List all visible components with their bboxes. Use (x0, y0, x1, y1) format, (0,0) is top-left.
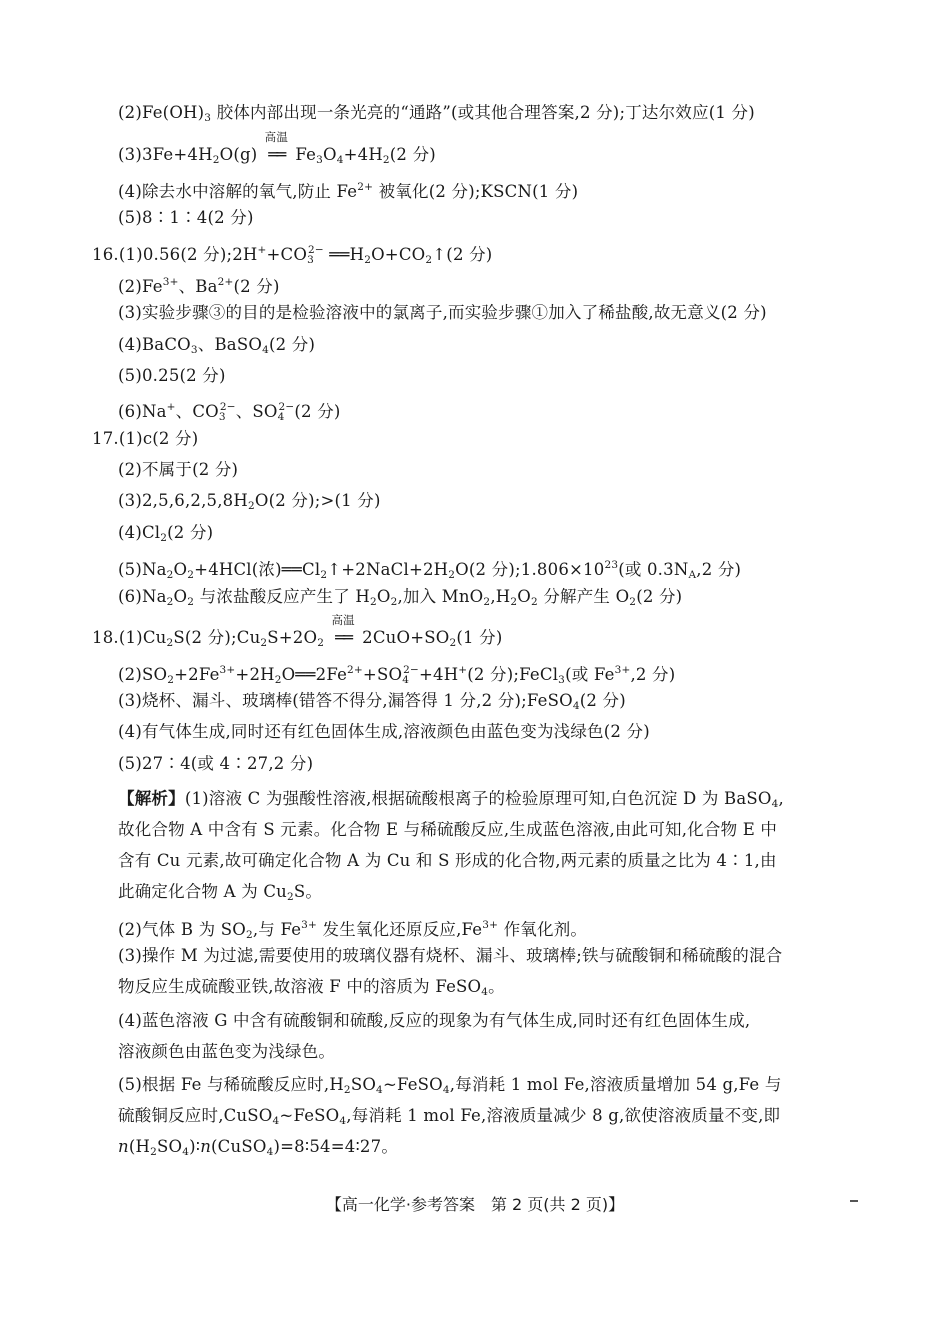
analysis-line-9: 溶液颜色由蓝色变为浅绿色。 (118, 1042, 336, 1061)
analysis-line-1: 【解析】(1)溶液 C 为强酸性溶液,根据硫酸根离子的检验原理可知,白色沉淀 D 为 BaSO$_4$, (118, 789, 784, 810)
analysis-line-7: 物反应生成硫酸亚铁,故溶液 F 中的溶质为 FeSO$_4$。 (118, 977, 505, 998)
q17-part6: $(6)Na_2O_2$ 与浓盐酸反应产生了 $H_2O_2$,加入 $MnO_2,H_2O_2$ 分解产生 $O_2(2$ 分) (118, 587, 683, 608)
q17-part2: (2)不属于(2 分) (118, 460, 239, 479)
q18-part5: (5)27∶4(或 4∶27,2 分) (118, 754, 314, 773)
analysis-line-5: (2)气体 B 为 $SO_2$,与 $Fe^{3+}$ 发生氧化还原反应$,Fe^{3+}$ 作氧化剂。 (118, 919, 588, 941)
q16-part2: $(2)Fe^{3+}$、$Ba^{2+}(2$ 分) (118, 276, 280, 296)
analysis-line-3: 含有 Cu 元素,故可确定化合物 A 为 Cu 和 S 形成的化合物,两元素的质量之比为 4∶1,由 (118, 851, 777, 870)
reaction-condition: 高温 ══ (331, 613, 355, 647)
analysis-line-10: (5)根据 Fe 与稀硫酸反应时$,H_2SO_4\sim FeSO_4$,每消耗 1 mol Fe,溶液质量增加 54 g,Fe 与 (118, 1075, 782, 1096)
analysis-line-6: (3)操作 M 为过滤,需要使用的玻璃仪器有烧杯、漏斗、玻璃棒;铁与硫酸铜和稀硫酸的混合 (118, 946, 783, 965)
analysis-line-4: 此确定化合物 A 为 $Cu_2S$。 (118, 882, 323, 903)
q18-part1: $18.(1)Cu_2S(2$ 分)$;Cu_2S+2O_2$ 高温 ══ $2CuO+SO_2(1$ 分) (92, 613, 503, 649)
q16-part6: (6)Na+、$CO_3^{2-}$、$SO_4^{2-}(2$ 分) (118, 401, 341, 423)
q18-part2: $(2)SO_2+2Fe^{3+}+2H_2O══2Fe^{2+}+SO_4^{2-}+4H^+(2$ 分);FeCl$_3$(或 $Fe^{3+},2$ 分) (118, 664, 676, 686)
q15-part2: $(2)Fe(OH)_3$ 胶体内部出现一条光亮的“通路”(或其他合理答案,2 分);丁达尔效应(1 分) (118, 103, 755, 124)
q16-part5: (5)0.25(2 分) (118, 366, 226, 385)
corner-mark (850, 1200, 858, 1202)
q15-part4: (4)除去水中溶解的氧气,防止 $Fe^{2+}$ 被氧化(2 分);KSCN(1 分) (118, 181, 579, 201)
analysis-line-8: (4)蓝色溶液 G 中含有硫酸铜和硫酸,反应的现象为有气体生成,同时还有红色固体生成, (118, 1011, 751, 1030)
q17-part5: $(5)Na_2O_2+4HCl$(浓)$══Cl_2↑+2NaCl+2H_2O(2$ 分)$;1.806\times 10^{23}$(或 $0.3N_A,2$ 分) (118, 559, 742, 581)
reaction-condition: 高温 ══ (264, 130, 289, 164)
q15-part3: $(3)3Fe+4H_2O(g)$ 高温 ══ $Fe_3O_4+4H_2(2$ 分) (118, 130, 436, 166)
q18-part4: (4)有气体生成,同时还有红色固体生成,溶液颜色由蓝色变为浅绿色(2 分) (118, 722, 650, 741)
q17-part4: $(4)Cl_2(2$ 分) (118, 523, 214, 544)
q15-part5: (5)8∶1∶4(2 分) (118, 208, 254, 227)
analysis-label: 【解析】 (118, 789, 185, 808)
analysis-line-11: 硫酸铜反应时,CuSO$_4$~FeSO$_4$,每消耗 1 mol Fe,溶液质量减少 8 g,欲使溶液质量不变,即 (118, 1106, 781, 1127)
page-footer: 【高一化学·参考答案 第 2 页(共 2 页)】 (325, 1195, 625, 1214)
q16-part4: (4)BaCO$_3$、BaSO$_4$(2 分) (118, 335, 316, 356)
analysis-line-2: 故化合物 A 中含有 S 元素。化合物 E 与稀硫酸反应,生成蓝色溶液,由此可知,化合物 E 中 (118, 820, 778, 839)
q18-part3: (3)烧杯、漏斗、玻璃棒(错答不得分,漏答得 1 分,2 分);FeSO$_4$(2 分) (118, 691, 626, 712)
q17-part1: 17.(1)c(2 分) (92, 429, 199, 448)
q16-part1: 16.(1)0.56(2 分)$;2H^++CO_3^{2-}$ $══H_2O+CO_2↑(2$ 分) (92, 244, 493, 266)
analysis-line-12: $n(H_2SO_4)∶n(CuSO_4)=8∶54=4∶27$。 (118, 1137, 399, 1158)
q17-part3: $(3)2,5,6,2,5,8H_2O(2$ 分);>(1 分) (118, 491, 381, 512)
q16-part3: (3)实验步骤③的目的是检验溶液中的氯离子,而实验步骤①加入了稀盐酸,故无意义(2 分) (118, 303, 767, 322)
